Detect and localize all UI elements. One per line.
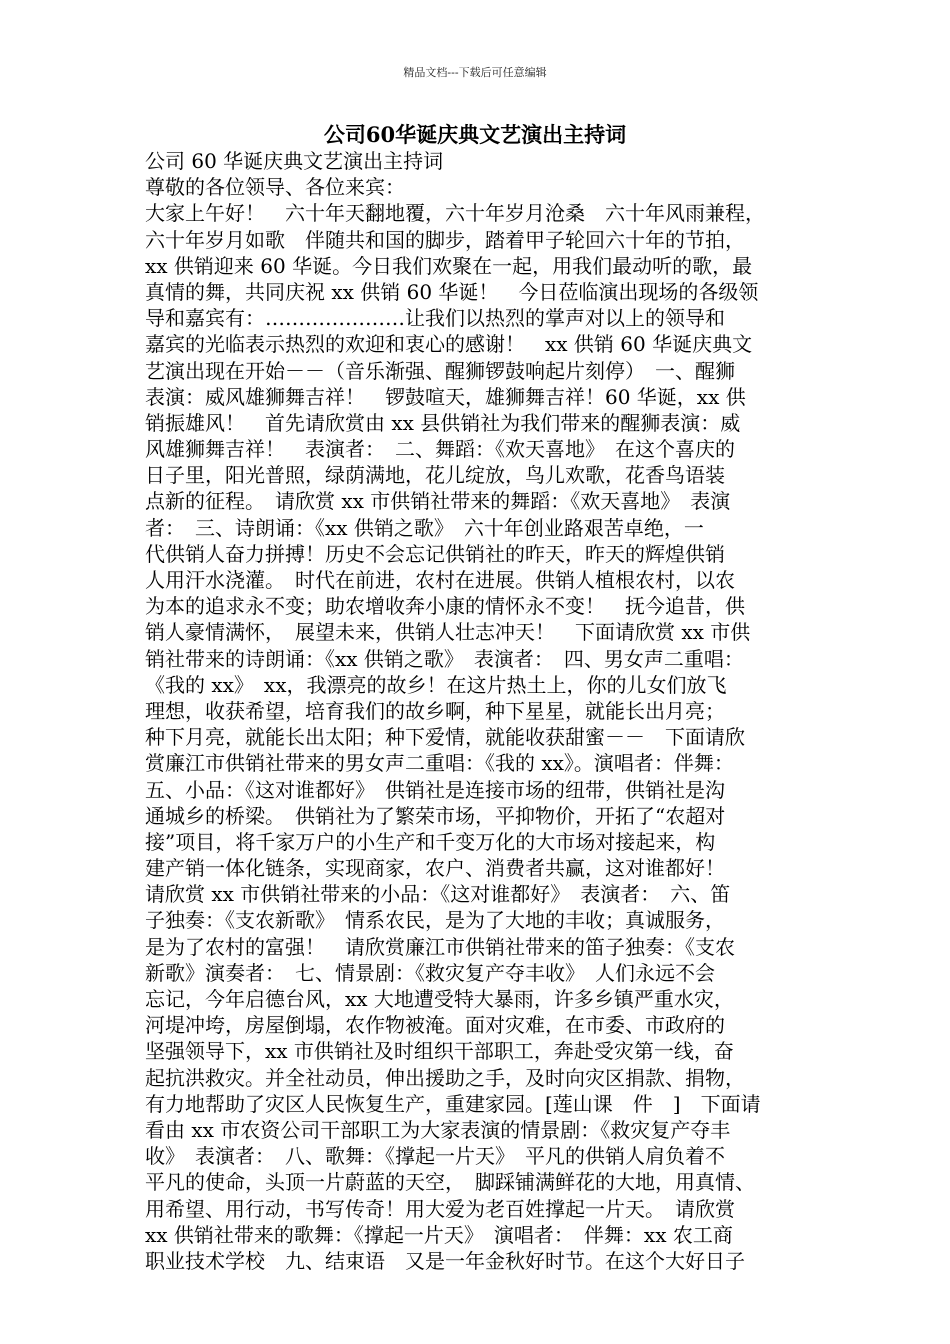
body-line: 点新的征程。 请欣赏 xx 市供销社带来的舞蹈：《欢天喜地》 表演 (145, 489, 731, 514)
body-line: xx 供销社带来的歌舞：《撑起一片天》 演唱者： 伴舞：xx 农工商 (145, 1222, 733, 1247)
body-line: 公司 60 华诞庆典文艺演出主持词 (145, 149, 444, 173)
body-line: 人用汗水浇灌。 时代在前进，农村在进展。供销人植根农村，以农 (145, 568, 735, 592)
body-line: 嘉宾的光临表示热烈的欢迎和衷心的感谢！ xx 供销 60 华诞庆典文 (145, 332, 753, 357)
body-line: 真情的舞，共同庆祝 xx 供销 60 华诞！ 今日莅临演出现场的各级领 (145, 279, 759, 304)
body-line: 理想，收获希望，培育我们的故乡啊，种下星星，就能长出月亮； (145, 698, 725, 723)
body-line: xx 供销迎来 60 华诞。今日我们欢聚在一起，用我们最动听的歌，最 (145, 253, 753, 278)
body-line: 子独奏：《支农新歌》 情系农民，是为了大地的丰收；真诚服务， (145, 908, 725, 933)
body-line: 销振雄风！ 首先请欣赏由 xx 县供销社为我们带来的醒狮表演：威 (145, 410, 741, 435)
body-line: 五、小品：《这对谁都好》 供销社是连接市场的纽带，供销社是沟 (145, 777, 725, 802)
body-line: 起抗洪救灾。并全社动员，伸出援助之手，及时向灾区捐款、捐物， (145, 1065, 745, 1090)
body-line: 是为了农村的富强！ 请欣赏廉江市供销社带来的笛子独奏：《支农 (145, 934, 735, 959)
body-line: 者： 三、诗朗诵：《xx 供销之歌》 六十年创业路艰苦卓绝，一 (145, 515, 704, 540)
body-line: 代供销人奋力拼搏！历史不会忘记供销社的昨天，昨天的辉煌供销 (145, 541, 725, 566)
body-line: 请欣赏 xx 市供销社带来的小品：《这对谁都好》 表演者： 六、笛 (145, 882, 731, 907)
body-line: 销社带来的诗朗诵：《xx 供销之歌》 表演者： 四、男女声二重唱： (145, 646, 744, 671)
body-line: 通城乡的桥梁。 供销社为了繁荣市场，平抑物价，开拓了“农超对 (145, 803, 726, 828)
body-line: 建产销一体化链条，实现商家，农户、消费者共赢，这对谁都好！ (145, 856, 725, 881)
body-line: 坚强领导下，xx 市供销社及时组织干部职工，奔赴受灾第一线，奋 (145, 1039, 734, 1064)
body-line: 种下月亮，就能长出太阳；种下爱情，就能收获甜蜜－－ 下面请欣 (145, 725, 745, 750)
body-line: 导和嘉宾有：…………………让我们以热烈的掌声对以上的领导和 (145, 306, 725, 331)
body-line: 平凡的使命，头顶一片蔚蓝的天空， 脚踩铺满鲜花的大地，用真情、 (145, 1170, 755, 1195)
body-line: 河堤冲垮，房屋倒塌，农作物被淹。面对灾难，在市委、市政府的 (145, 1013, 725, 1038)
body-line: 日子里，阳光普照，绿荫满地，花儿绽放，鸟儿欢歌，花香鸟语装 (145, 463, 725, 488)
body-line: 接”项目，将千家万户的小生产和千变万化的大市场对接起来，构 (145, 829, 716, 854)
body-line: 用希望、用行动，书写传奇！用大爱为老百姓撑起一片天。 请欣赏 (145, 1196, 735, 1221)
body-line: 六十年岁月如歌 伴随共和国的脚步，踏着甲子轮回六十年的节拍， (145, 227, 745, 252)
body-line: 新歌》演奏者： 七、情景剧：《救灾复产夺丰收》 人们永远不会 (145, 960, 715, 985)
body-line: 看由 xx 市农资公司干部职工为大家表演的情景剧：《救灾复产夺丰 (145, 1117, 731, 1142)
body-line: 职业技术学校 九、结束语 又是一年金秋好时节。在这个大好日子 (145, 1248, 745, 1273)
body-line: 收》 表演者： 八、歌舞：《撑起一片天》 平凡的供销人肩负着不 (145, 1144, 725, 1169)
document-title: 公司60华诞庆典文艺演出主持词 (323, 122, 627, 147)
body-line: 表演：威风雄狮舞吉祥！ 锣鼓喧天，雄狮舞吉祥！60 华诞，xx 供 (145, 384, 746, 409)
body-line: 《我的 xx》 xx，我漂亮的故乡！在这片热土上，你的儿女们放飞 (145, 672, 727, 697)
body-line: 忘记，今年启德台风，xx 大地遭受特大暴雨，许多乡镇严重水灾， (145, 987, 734, 1011)
document-body (145, 148, 825, 1274)
body-line: 销人豪情满怀， 展望未来，供销人壮志冲天！ 下面请欣赏 xx 市供 (145, 620, 751, 645)
body-line: 大家上午好！ 六十年天翻地覆，六十年岁月沧桑 六十年风雨兼程， (145, 201, 765, 226)
body-line: 艺演出现在开始－－（音乐渐强、醒狮锣鼓响起片刻停） 一、醒狮 (145, 358, 735, 383)
body-line: 有力地帮助了灾区人民恢复生产，重建家园。[莲山课 件 ] 下面请 (145, 1091, 761, 1116)
page-header: 精品文档---下载后可任意编辑 (403, 66, 547, 79)
body-line: 风雄狮舞吉祥！ 表演者： 二、舞蹈：《欢天喜地》 在这个喜庆的 (145, 437, 735, 462)
body-line: 赏廉江市供销社带来的男女声二重唱：《我的 xx》。演唱者：伴舞： (145, 751, 734, 776)
body-line: 尊敬的各位领导、各位来宾： (145, 175, 405, 200)
body-line: 为本的追求永不变；助农增收奔小康的情怀永不变！ 抚今追昔，供 (145, 594, 745, 619)
